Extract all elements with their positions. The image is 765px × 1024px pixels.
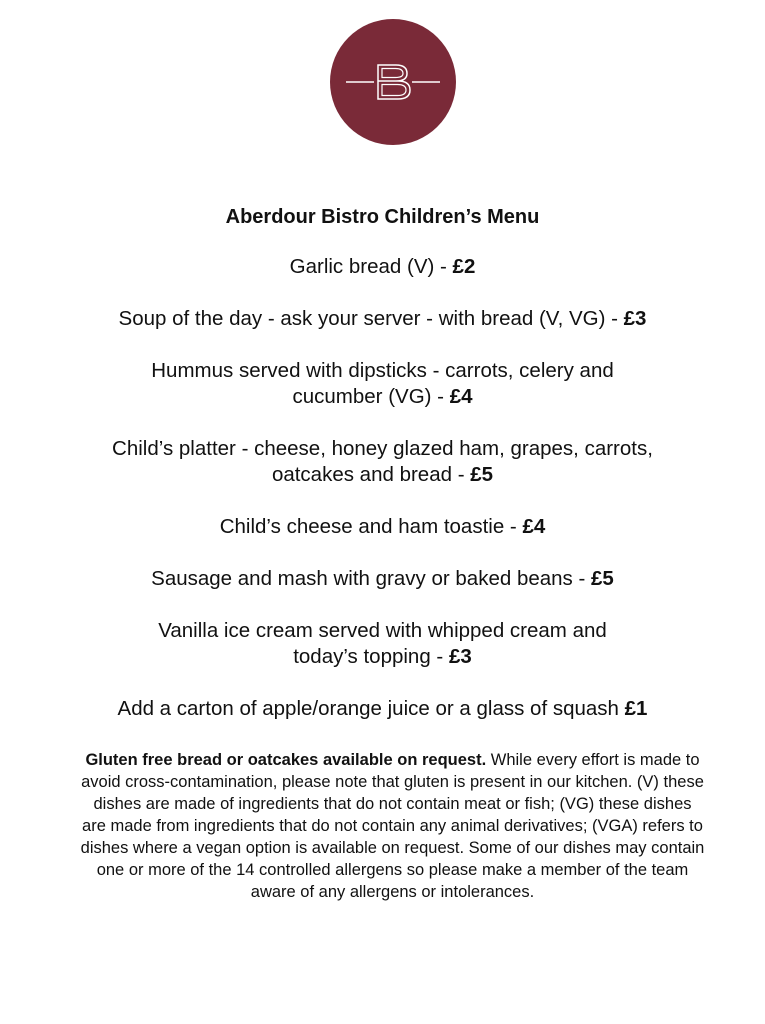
bistro-logo <box>330 19 456 145</box>
menu-item-description: Sausage and mash with gravy or baked beans - <box>151 567 592 590</box>
menu-item-description: Soup of the day - ask your server - with bread (V, VG) - <box>118 307 624 330</box>
menu-item-description: Child’s cheese and ham toastie - <box>219 515 523 538</box>
menu-item-description: Child’s platter - cheese, honey glazed ham, grapes, carrots, oatcakes and bread - <box>112 437 653 486</box>
gluten-free-notice: Gluten free bread or oatcakes available on request. <box>85 751 487 769</box>
menu-item-soup <box>0 306 765 332</box>
menu-title: Aberdour Bistro Children’s Menu <box>225 206 540 228</box>
menu-item-price: £4 <box>522 515 546 538</box>
menu-item-ice-cream <box>0 618 765 670</box>
menu-item-price: £5 <box>591 567 614 590</box>
menu-item-garlic-bread <box>0 254 765 280</box>
menu-item-description: Add a carton of apple/orange juice or a glass of squash <box>117 697 625 720</box>
menu-list <box>0 254 765 748</box>
menu-item-drink-addon <box>0 696 765 722</box>
allergen-notice <box>80 749 705 903</box>
allergen-notice-text: While every effort is made to avoid cross-contamination, please note that gluten is present in our kitchen. (V) these dishes are made of ingredients that do not contain meat or fish; (VG) these dishes are made from ingredients that do not contain any animal derivatives; (VGA) refers to dishes where a vegan option is available on request. Some of our dishes may contain one or more of the 14 controlled allergens so please make a member of the team aware of any allergens or intolerances. <box>80 751 705 901</box>
menu-item-sausage-mash <box>0 566 765 592</box>
menu-item-price: £3 <box>623 307 647 330</box>
menu-item-price: £2 <box>452 255 476 278</box>
menu-item-description: Garlic bread (V) - <box>289 255 453 278</box>
menu-item-childs-platter <box>0 436 765 488</box>
menu-item-price: £1 <box>624 697 648 720</box>
menu-item-toastie <box>0 514 765 540</box>
menu-item-hummus <box>0 358 765 410</box>
menu-item-price: £5 <box>470 463 494 486</box>
menu-item-description: Vanilla ice cream served with whipped cream and today’s topping - <box>158 619 607 668</box>
menu-item-price: £4 <box>449 385 473 408</box>
logo-b-mark <box>330 19 456 145</box>
menu-item-price: £3 <box>448 645 472 668</box>
menu-item-description: Hummus served with dipsticks - carrots, celery and cucumber (VG) - <box>151 359 614 408</box>
